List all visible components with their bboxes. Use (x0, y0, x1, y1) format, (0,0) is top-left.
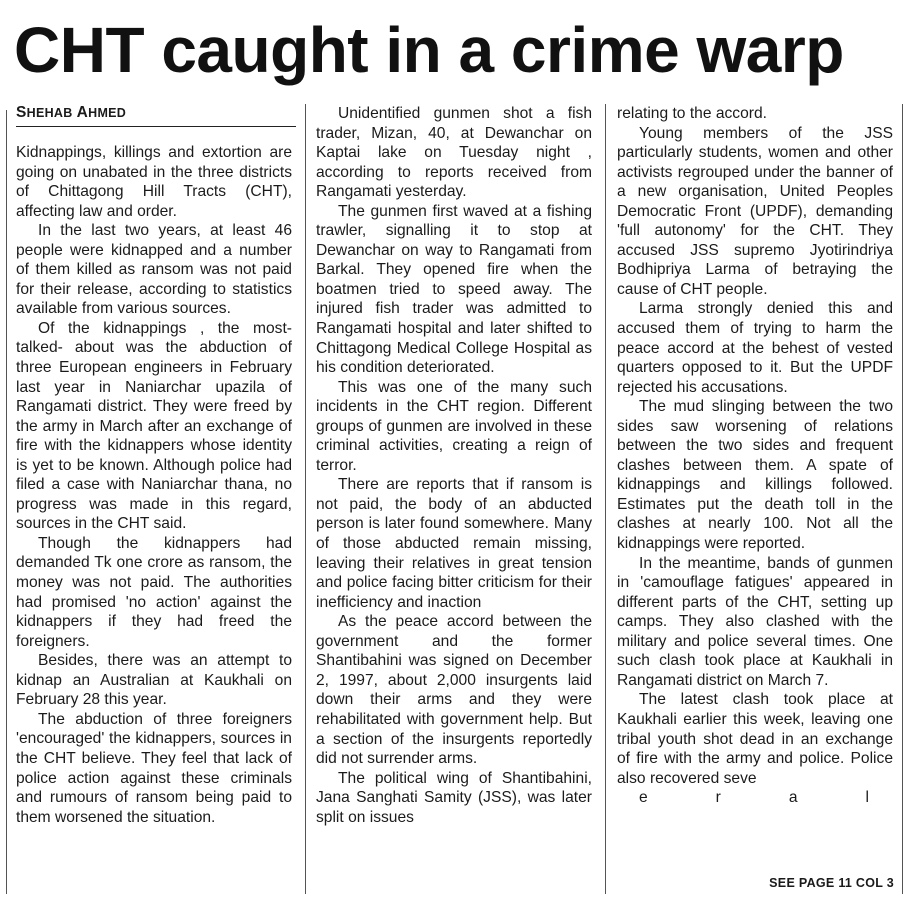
paragraph: Besides, there was an attempt to kidnap an Australian at Kaukhali on February 28 this year. (16, 652, 292, 709)
continued-on-page[interactable]: SEE PAGE 11 COL 3 (769, 876, 894, 890)
spread-letter: a (788, 789, 798, 807)
byline-last-initial: A (76, 104, 89, 121)
paragraph: The political wing of Shantibahini, Jana Sanghati Samity (JSS), was later split on issues (316, 769, 592, 826)
byline-block (16, 104, 296, 127)
spread-letter: l (865, 789, 869, 807)
paragraph: In the last two years, at least 46 people were kidnapped and a number of them killed as ransom was not paid for their release, according to statistics available from various sources. (16, 222, 292, 318)
paragraph: Of the kidnappings , the most-talked- about was the abduction of three European engineers in February last year in Naniarchar upazila of Rangamati district. They were freed by the army in March after an exchange of fire with the kidnappers whose identity is yet to be known. Although police had filed a case with Naniarchar thana, no progress was made in this regard, sources in the CHT said. (16, 319, 292, 533)
paragraph: Though the kidnappers had demanded Tk one crore as ransom, the money was not paid. The authorities had promised 'no action' against the kidnappers if they had freed the foreigners. (16, 534, 292, 650)
column-rule-2 (605, 104, 606, 894)
paragraph: Unidentified gunmen shot a fish trader, Mizan, 40, at Dewanchar on Kaptai lake on Tuesday night , according to reports received from Rangamati yesterday. (316, 105, 592, 201)
paragraph: The latest clash took place at Kaukhali earlier this week, leaving one tribal youth shot dead in an exchange of fire with the army and police. Police also recovered seve (617, 691, 893, 787)
paragraph: relating to the accord. (617, 105, 767, 122)
paragraph: As the peace accord between the government and the former Shantibahini was signed on December 2, 1997, about 2,000 insurgents laid down their arms and they were rehabilitated with government help. But a section of the insurgents reportedly did not surrender arms. (316, 613, 592, 768)
byline-last-rest: HMED (88, 106, 127, 120)
column-rule-right (902, 104, 903, 894)
paragraph: Young members of the JSS particularly students, women and other activists regrouped under the banner of a new organisation, United Peoples Democratic Front (UPDF), demanding 'full autonomy' for the CHT. They accused JSS supremo Jyotirindriya Bodhipriya Larma of betraying the cause of CHT people. (617, 124, 893, 298)
column-rule-left (6, 110, 7, 894)
paragraph: This was one of the many such incidents in the CHT region. Different groups of gunmen are involved in these criminal activities, creating a reign of terror. (316, 378, 592, 474)
column-rule-1 (305, 104, 306, 894)
spread-letter: e (639, 789, 648, 807)
paragraph: Kidnappings, killings and extortion are going on unabated in the three districts of Chittagong Hill Tracts (CHT), affecting law and order. (16, 144, 292, 220)
spread-line (617, 788, 893, 808)
paragraph: Larma strongly denied this and accused them of trying to harm the peace accord at the behest of vested quarters opposed to it. But the UPDF rejected his accusations. (617, 300, 893, 396)
spread-letter: r (715, 789, 721, 807)
headline: CHT caught in a crime warp (14, 14, 844, 86)
paragraph: There are reports that if ransom is not paid, the body of an abducted person is later found somewhere. Many of those abducted remain missing, leaving their relatives in great tension and police facing bitter criticism for their inefficiency and inaction (316, 476, 592, 611)
byline (16, 104, 296, 122)
byline-first-rest: HEHAB (26, 106, 73, 120)
paragraph: The mud slinging between the two sides saw worsening of relations between the two sides and frequent clashes between them. A spate of kidnappings and killings followed. Estimates put the death toll in the clashes at nearly 100. Not all the kidnappings were reported. (617, 398, 893, 553)
paragraph: In the meantime, bands of gunmen in 'camouflage fatigues' appeared in different parts of the CHT, setting up camps. They also clashed with the military and police several times. One such clash took place at Kaukhali in Rangamati district on March 7. (617, 554, 893, 689)
article-column-3 (617, 104, 893, 808)
article-column-2 (316, 104, 592, 827)
byline-first-initial: S (16, 104, 27, 121)
paragraph: The abduction of three foreigners 'encouraged' the kidnappers, sources in the CHT believe. They feel that lack of police action against these criminals and rumours of ransom being paid to them worsened the situation. (16, 710, 292, 826)
article-column-1 (16, 143, 292, 827)
paragraph: The gunmen first waved at a fishing trawler, signalling it to stop at Dewanchar on way to Rangamati from Barkal. They opened fire when the boatmen tried to speed away. The injured fish trader was admitted to Rangamati hospital and later shifted to Chittagong Medical College Hospital as his condition deteriorated. (316, 202, 592, 377)
